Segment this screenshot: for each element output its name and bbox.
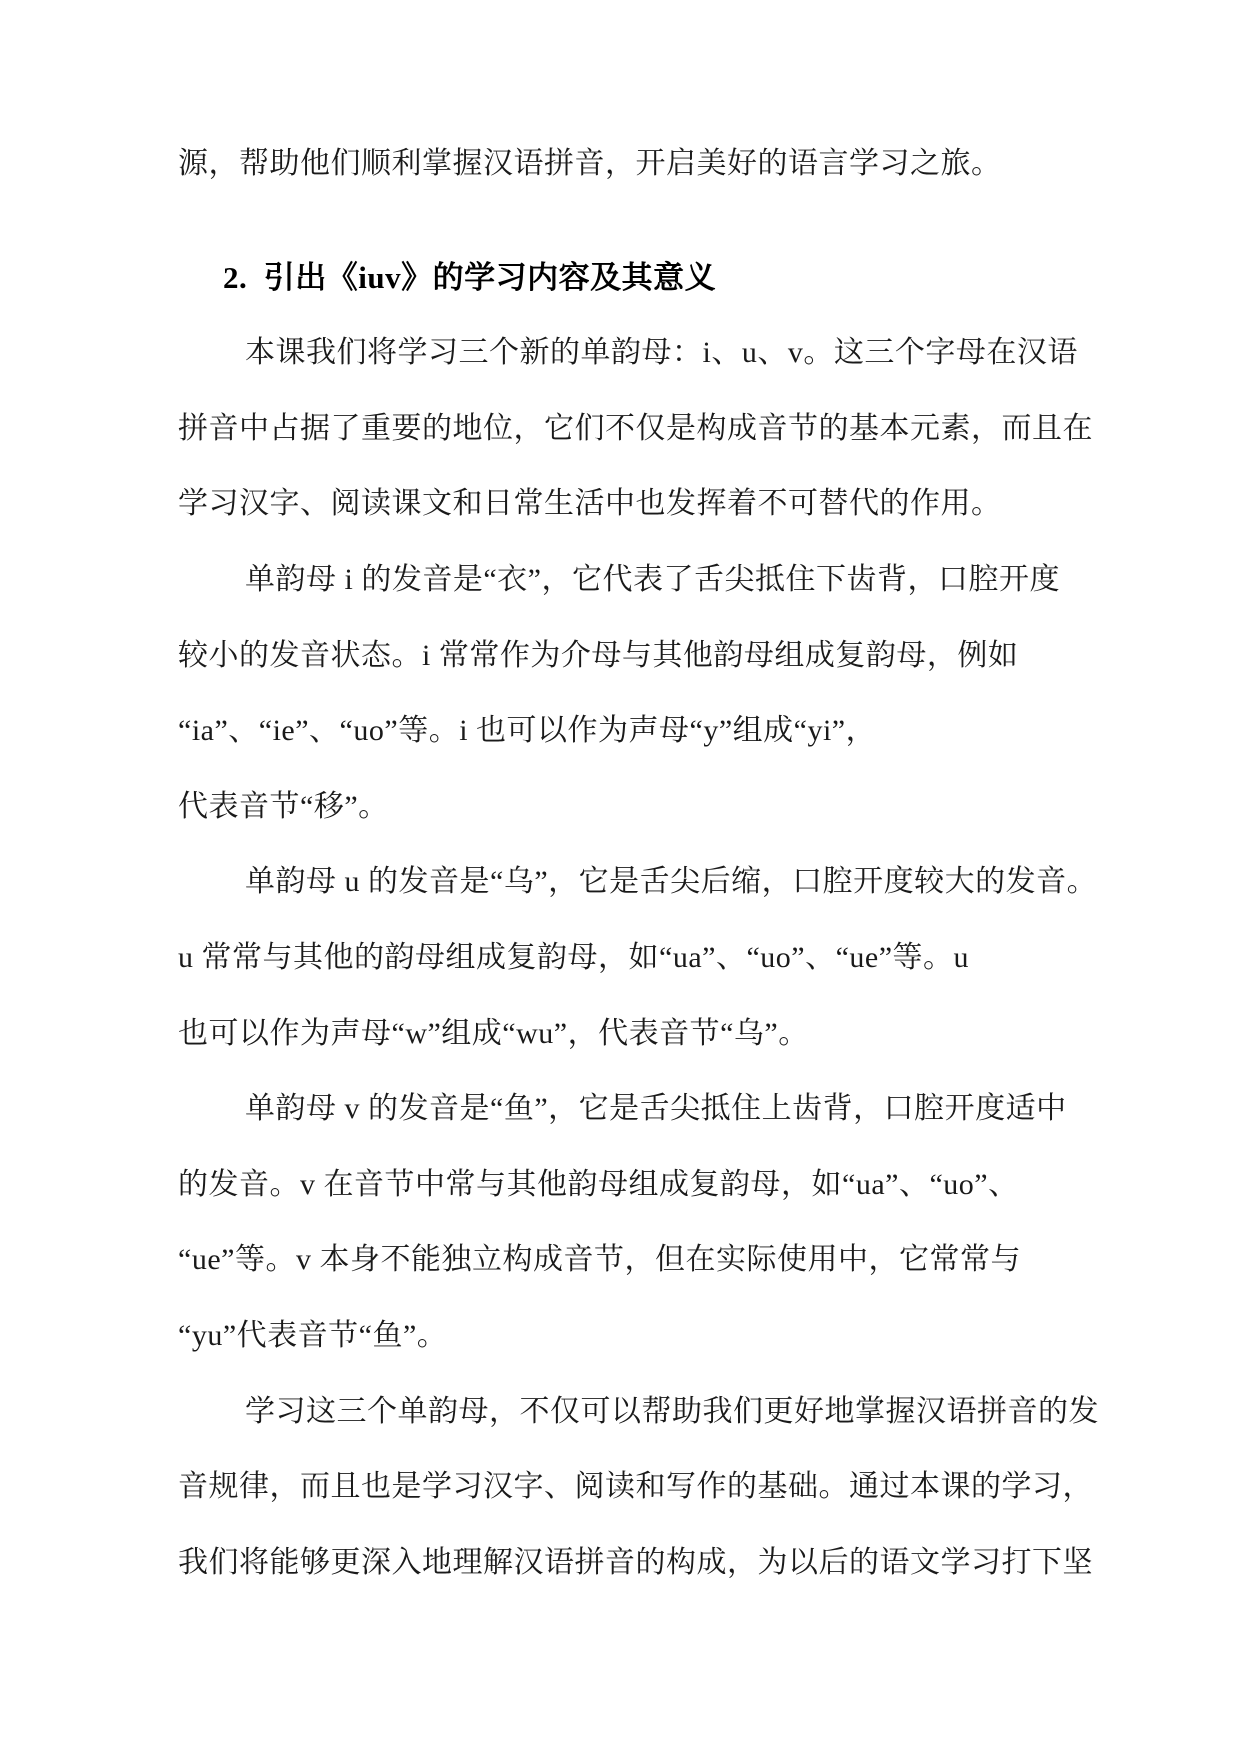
text-line: u 常常与其他的韵母组成复韵母，如“ua”、“uo”、“ue”等。u <box>178 940 970 974</box>
text-line: 音规律，而且也是学习汉字、阅读和写作的基础。通过本课的学习， <box>178 1470 1093 1504</box>
text-line: 学习这三个单韵母，不仅可以帮助我们更好地掌握汉语拼音的发 <box>245 1394 1099 1428</box>
text-line: 我们将能够更深入地理解汉语拼音的构成，为以后的语文学习打下坚 <box>178 1545 1093 1579</box>
text-line: 学习汉字、阅读课文和日常生活中也发挥着不可替代的作用。 <box>178 487 1002 521</box>
section-heading: 2. 引出《iuv》的学习内容及其意义 <box>223 259 717 295</box>
text-line: 单韵母 v 的发音是“鱼”，它是舌尖抵住上齿背，口腔开度适中 <box>245 1092 1067 1126</box>
text-line: 较小的发音状态。i 常常作为介母与其他韵母组成复韵母，例如 <box>178 638 1019 672</box>
text-line: “ue”等。v 本身不能独立构成音节，但在实际使用中，它常常与 <box>178 1243 1021 1277</box>
document-text-block <box>178 126 1099 1600</box>
text-line: 的发音。v 在音节中常与其他韵母组成复韵母，如“ua”、“uo”、 <box>178 1167 1019 1201</box>
text-line: 源，帮助他们顺利掌握汉语拼音，开启美好的语言学习之旅。 <box>178 147 1002 180</box>
text-line: 拼音中占据了重要的地位，它们不仅是构成音节的基本元素，而且在 <box>178 411 1093 445</box>
text-line: 本课我们将学习三个新的单韵母：i、u、v。这三个字母在汉语 <box>245 336 1078 370</box>
text-line: “yu”代表音节“鱼”。 <box>178 1318 448 1352</box>
text-line: 也可以作为声母“w”组成“wu”，代表音节“乌”。 <box>178 1016 809 1050</box>
text-line: 单韵母 i 的发音是“衣”，它代表了舌尖抵住下齿背，口腔开度 <box>245 562 1060 596</box>
text-line: 代表音节“移”。 <box>178 789 389 823</box>
text-line: “ia”、“ie”、“uo”等。i 也可以作为声母“y”组成“yi”， <box>178 714 877 748</box>
text-line: 单韵母 u 的发音是“乌”，它是舌尖后缩，口腔开度较大的发音。 <box>245 865 1098 899</box>
